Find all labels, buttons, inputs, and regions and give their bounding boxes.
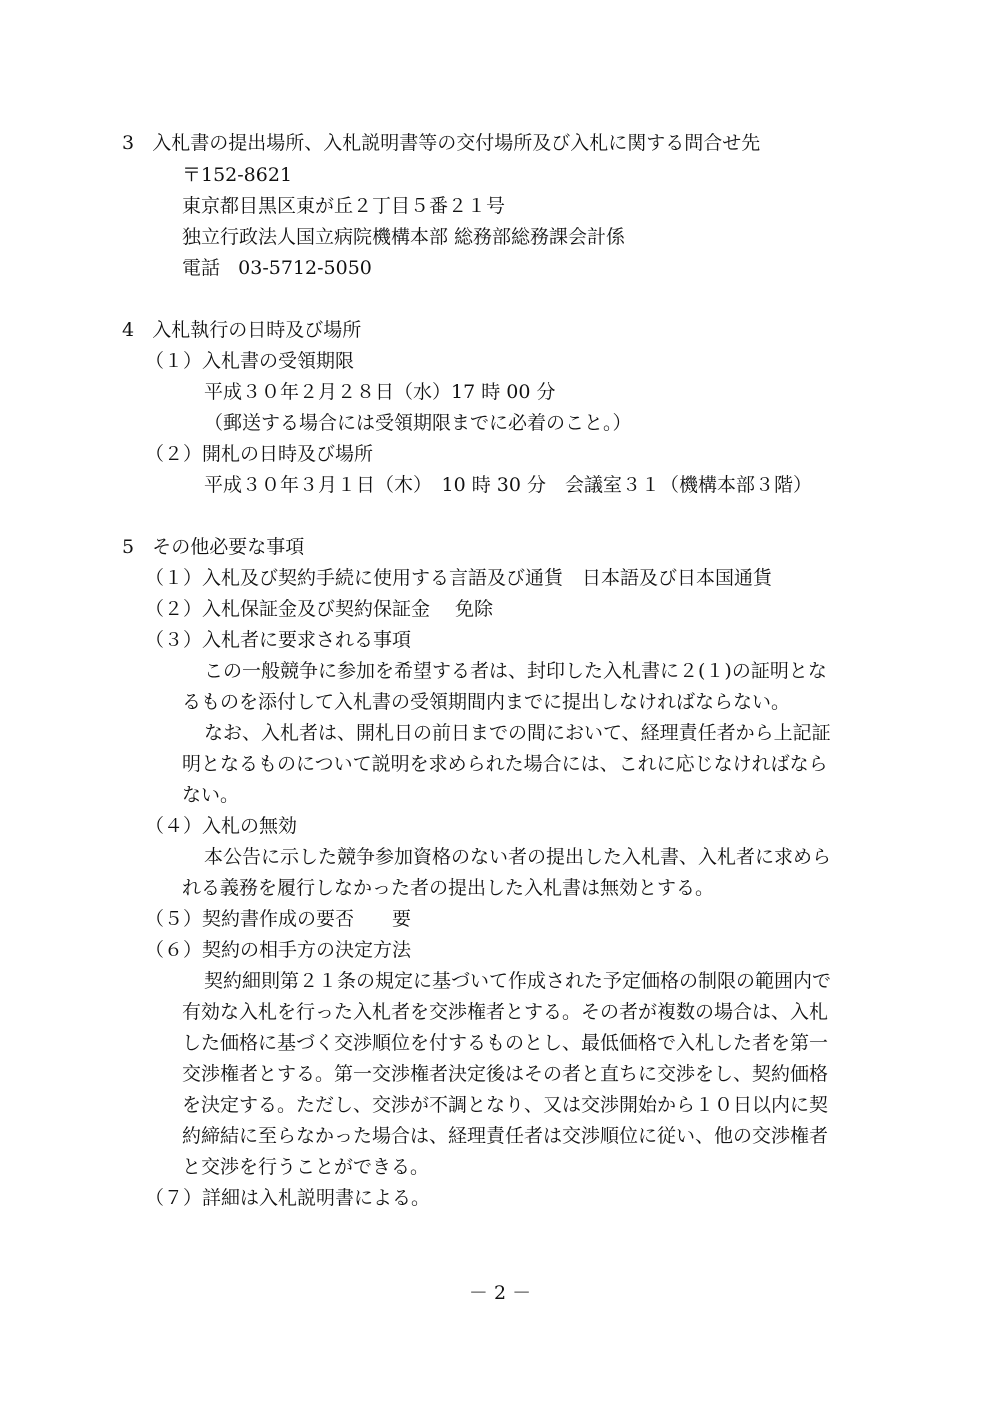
item-text: 入札及び契約手続に使用する言語及び通貨 日本語及び日本国通貨	[202, 567, 773, 589]
item-text: 入札保証金及び契約保証金 免除	[202, 598, 494, 620]
section-number: 4	[122, 319, 135, 341]
section-4-heading	[122, 315, 361, 345]
paragraph-line: なお、入札者は、開札日の前日までの間において、経理責任者から上記証	[204, 722, 831, 744]
item-number: （１）	[145, 567, 203, 589]
section-title: 入札書の提出場所、入札説明書等の交付場所及び入札に関する問合せ先	[152, 132, 761, 154]
paragraph-line: 交渉権者とする。第一交渉権者決定後はその者と直ちに交渉をし、契約価格	[182, 1063, 829, 1085]
section-number: 5	[122, 536, 135, 558]
section-3-heading	[122, 128, 760, 158]
paragraph-line: この一般競争に参加を希望する者は、封印した入札書に２(１)の証明とな	[204, 660, 827, 682]
page-number: － 2 －	[468, 1282, 532, 1304]
item-heading	[145, 811, 297, 841]
item-number: （５）	[145, 908, 203, 930]
paragraph-line: 約締結に至らなかった場合は、経理責任者は交渉順位に従い、他の交渉権者	[182, 1125, 829, 1147]
section-title: その他必要な事項	[152, 536, 305, 558]
item-text: 詳細は入札説明書による。	[202, 1187, 431, 1209]
item-title: 契約の相手方の決定方法	[202, 939, 412, 961]
section-5-heading	[122, 532, 304, 562]
paragraph-line: るものを添付して入札書の受領期間内までに提出しなければならない。	[182, 691, 791, 713]
item-line	[145, 563, 772, 593]
address: 東京都目黒区東が丘２丁目５番２１号	[182, 195, 506, 217]
phone-line	[182, 253, 372, 283]
paragraph-line: 契約細則第２１条の規定に基づいて作成された予定価格の制限の範囲内で	[204, 970, 832, 992]
item-heading	[145, 439, 373, 469]
item-number: （１）	[145, 350, 203, 372]
item-number: （２）	[145, 598, 203, 620]
item-text: 契約書作成の要否 要	[202, 908, 412, 930]
paragraph-line: ない。	[182, 784, 240, 806]
item-number: （４）	[145, 815, 203, 837]
bid-deadline-note: （郵送する場合には受領期限までに必着のこと。）	[204, 412, 632, 434]
phone-number: 03-5712-5050	[238, 257, 372, 279]
bid-deadline: 平成３０年２月２８日（水）17 時 00 分	[204, 381, 556, 403]
office-name: 独立行政法人国立病院機構本部 総務部総務課会計係	[182, 226, 626, 248]
section-number: 3	[122, 132, 135, 154]
item-heading	[145, 346, 354, 376]
item-line	[145, 594, 493, 624]
paragraph-line: 有効な入札を行った入札者を交渉権者とする。その者が複数の場合は、入札	[182, 1001, 829, 1023]
paragraph-line: した価格に基づく交渉順位を付するものとし、最低価格で入札した者を第一	[182, 1032, 829, 1054]
phone-label: 電話	[182, 257, 221, 279]
paragraph-line: れる義務を履行しなかった者の提出した入札書は無効とする。	[182, 877, 715, 899]
paragraph-line: 本公告に示した競争参加資格のない者の提出した入札書、入札者に求めら	[204, 846, 832, 868]
item-number: （６）	[145, 939, 203, 961]
paragraph-line: を決定する。ただし、交渉が不調となり、又は交渉開始から１０日以内に契	[182, 1094, 829, 1116]
item-title: 開札の日時及び場所	[202, 443, 374, 465]
item-number: （７）	[145, 1187, 203, 1209]
item-number: （３）	[145, 629, 203, 651]
postal-code: 〒152-8621	[182, 164, 293, 186]
item-number: （２）	[145, 443, 203, 465]
item-title: 入札者に要求される事項	[202, 629, 412, 651]
item-line	[145, 904, 411, 934]
paragraph-line: と交渉を行うことができる。	[182, 1156, 430, 1178]
opening-date-place: 平成３０年３月１日（木） 10 時 30 分 会議室３１（機構本部３階）	[204, 474, 812, 496]
item-heading	[145, 935, 411, 965]
section-title: 入札執行の日時及び場所	[152, 319, 362, 341]
item-heading	[145, 625, 411, 655]
item-title: 入札書の受領期限	[202, 350, 355, 372]
item-line	[145, 1183, 430, 1213]
paragraph-line: 明となるものについて説明を求められた場合には、これに応じなければなら	[182, 753, 828, 775]
item-title: 入札の無効	[202, 815, 298, 837]
